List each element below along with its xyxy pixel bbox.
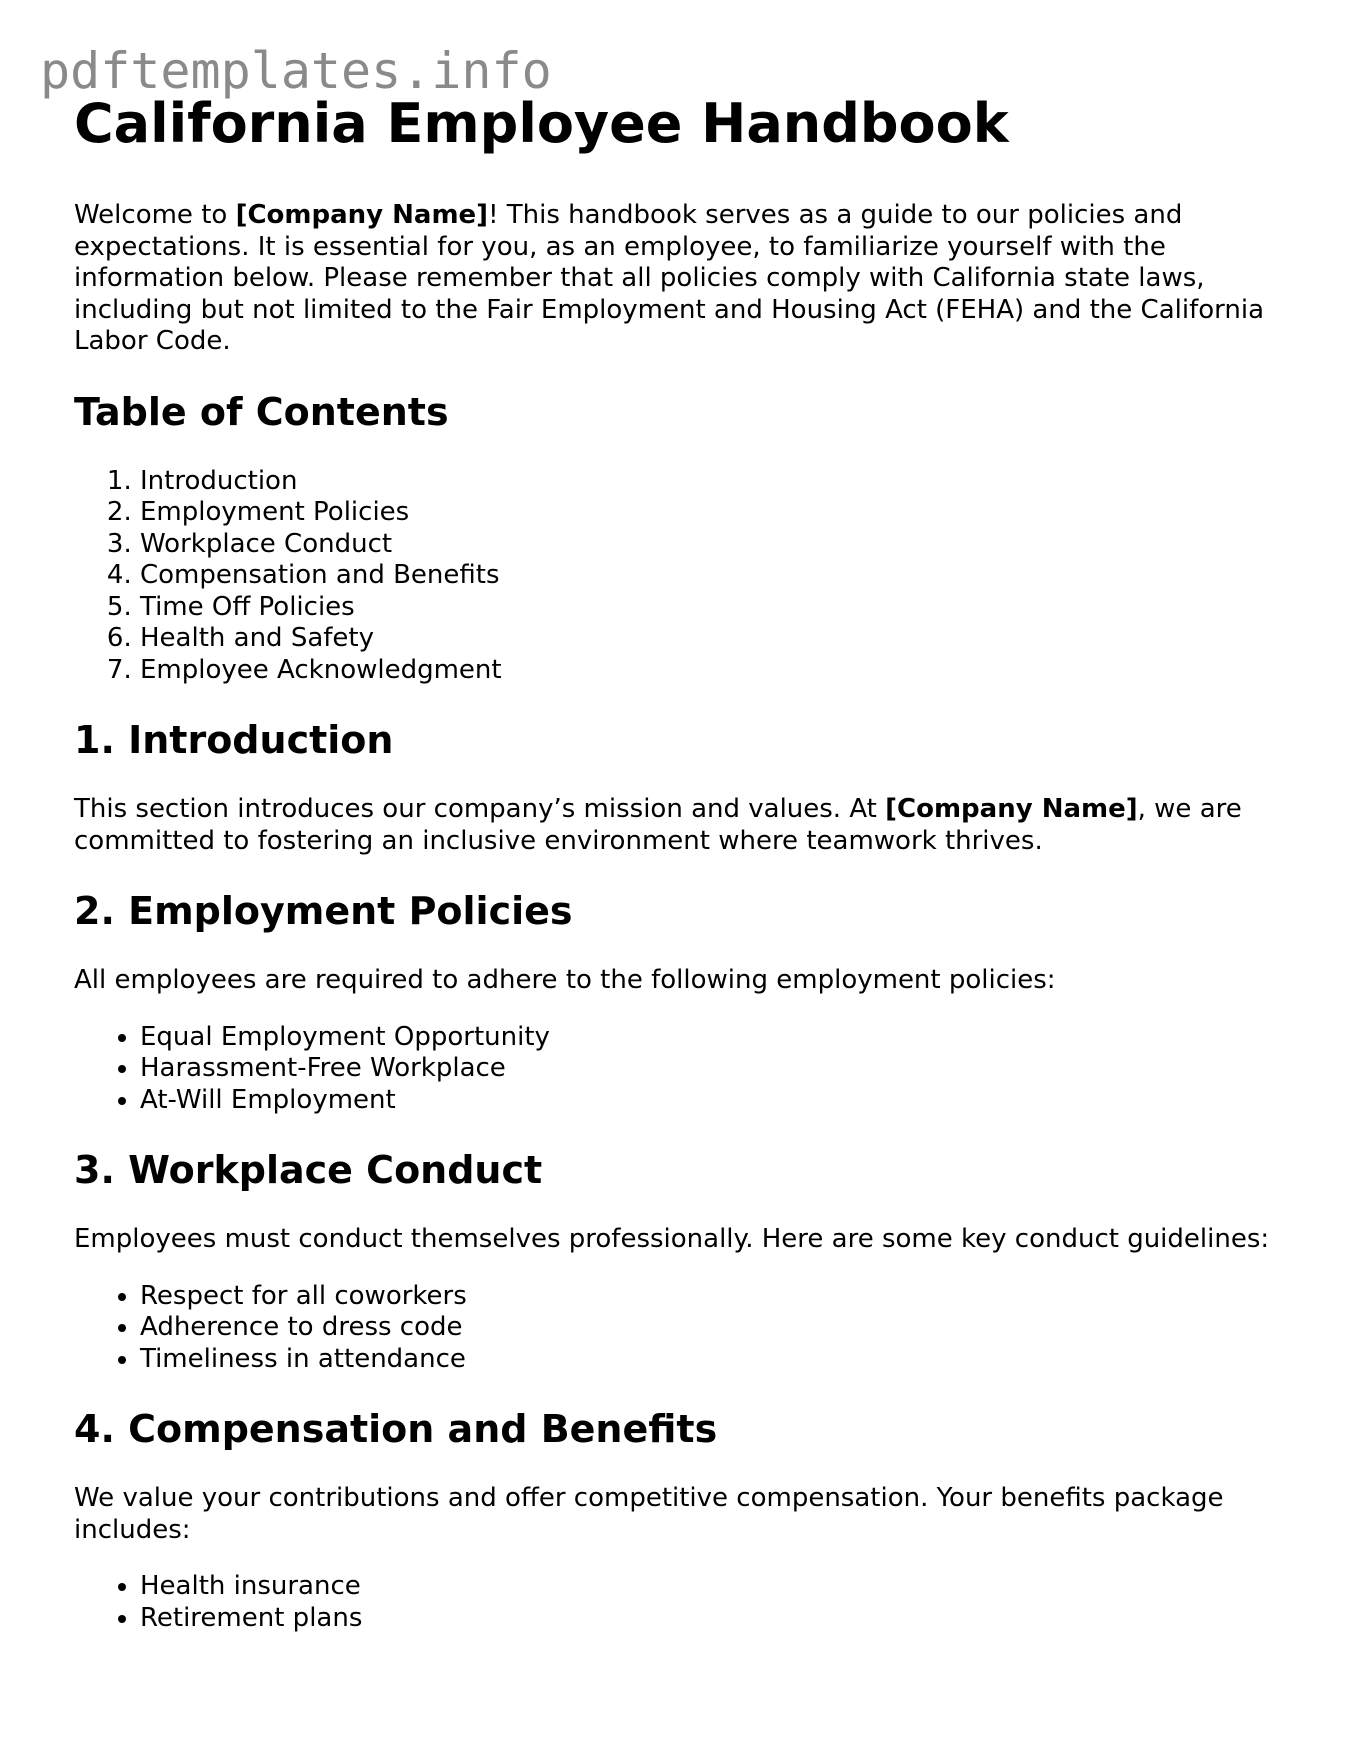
list-item: • Retirement plans: [140, 1603, 1304, 1635]
list-item: • Health insurance: [140, 1571, 1304, 1603]
toc-item: 3. Workplace Conduct: [140, 529, 1304, 561]
list-item: • Harassment-Free Workplace: [140, 1053, 1304, 1085]
company-name-placeholder: [Company Name]: [885, 794, 1138, 824]
toc-heading: Table of Contents: [74, 389, 449, 434]
intro-text-after: ! This handbook serves as a guide to our policies and expectations. It is essential for you, as an employee, to familiarize yourself with the information below. Please remember that all policies comply with California state laws, including but not limited to the Fair Employment and Housing Act (FEHA) and the California Labor Code.: [74, 200, 1264, 356]
toc-item: 4. Compensation and Benefits: [140, 560, 1304, 592]
list-item: • At-Will Employment: [140, 1085, 1304, 1117]
document-page: [74, 90, 1304, 1634]
section-heading-compensation: 4. Compensation and Benefits: [74, 1407, 718, 1451]
toc-item: 6. Health and Safety: [140, 623, 1304, 655]
conduct-paragraph: Employees must conduct themselves professionally. Here are some key conduct guidelines:: [74, 1224, 1270, 1254]
list-item: • Respect for all coworkers: [140, 1281, 1304, 1313]
document-title: California Employee Handbook: [74, 92, 1009, 155]
toc-item: 1. Introduction: [140, 466, 1304, 498]
section-heading-introduction: 1. Introduction: [74, 718, 394, 762]
employment-policies-list: [74, 1022, 1304, 1117]
toc-item: 7. Employee Acknowledgment: [140, 655, 1304, 687]
introduction-text-before: This section introduces our company’s mission and values. At: [74, 794, 886, 824]
company-name-placeholder: [Company Name]: [235, 200, 489, 230]
introduction-paragraph: [74, 794, 1304, 857]
section-heading-workplace-conduct: 3. Workplace Conduct: [74, 1148, 543, 1192]
toc-list: [74, 466, 1304, 687]
intro-text-before: Welcome to: [74, 200, 236, 230]
list-item: • Timeliness in attendance: [140, 1344, 1304, 1376]
list-item: • Equal Employment Opportunity: [140, 1022, 1304, 1054]
intro-paragraph: [74, 200, 1304, 358]
employment-paragraph: All employees are required to adhere to the following employment policies:: [74, 965, 1056, 995]
watermark: pdftemplates.info: [40, 42, 552, 100]
toc-item: 5. Time Off Policies: [140, 592, 1304, 624]
benefits-list: [74, 1571, 1304, 1634]
list-item: • Adherence to dress code: [140, 1312, 1304, 1344]
section-heading-employment-policies: 2. Employment Policies: [74, 889, 573, 933]
conduct-guidelines-list: [74, 1281, 1304, 1376]
introduction-text-after: , we are committed to fostering an inclusive environment where teamwork thrives.: [74, 794, 1242, 856]
toc-item: 2. Employment Policies: [140, 497, 1304, 529]
compensation-paragraph: We value your contributions and offer competitive compensation. Your benefits package includes:: [74, 1483, 1224, 1545]
